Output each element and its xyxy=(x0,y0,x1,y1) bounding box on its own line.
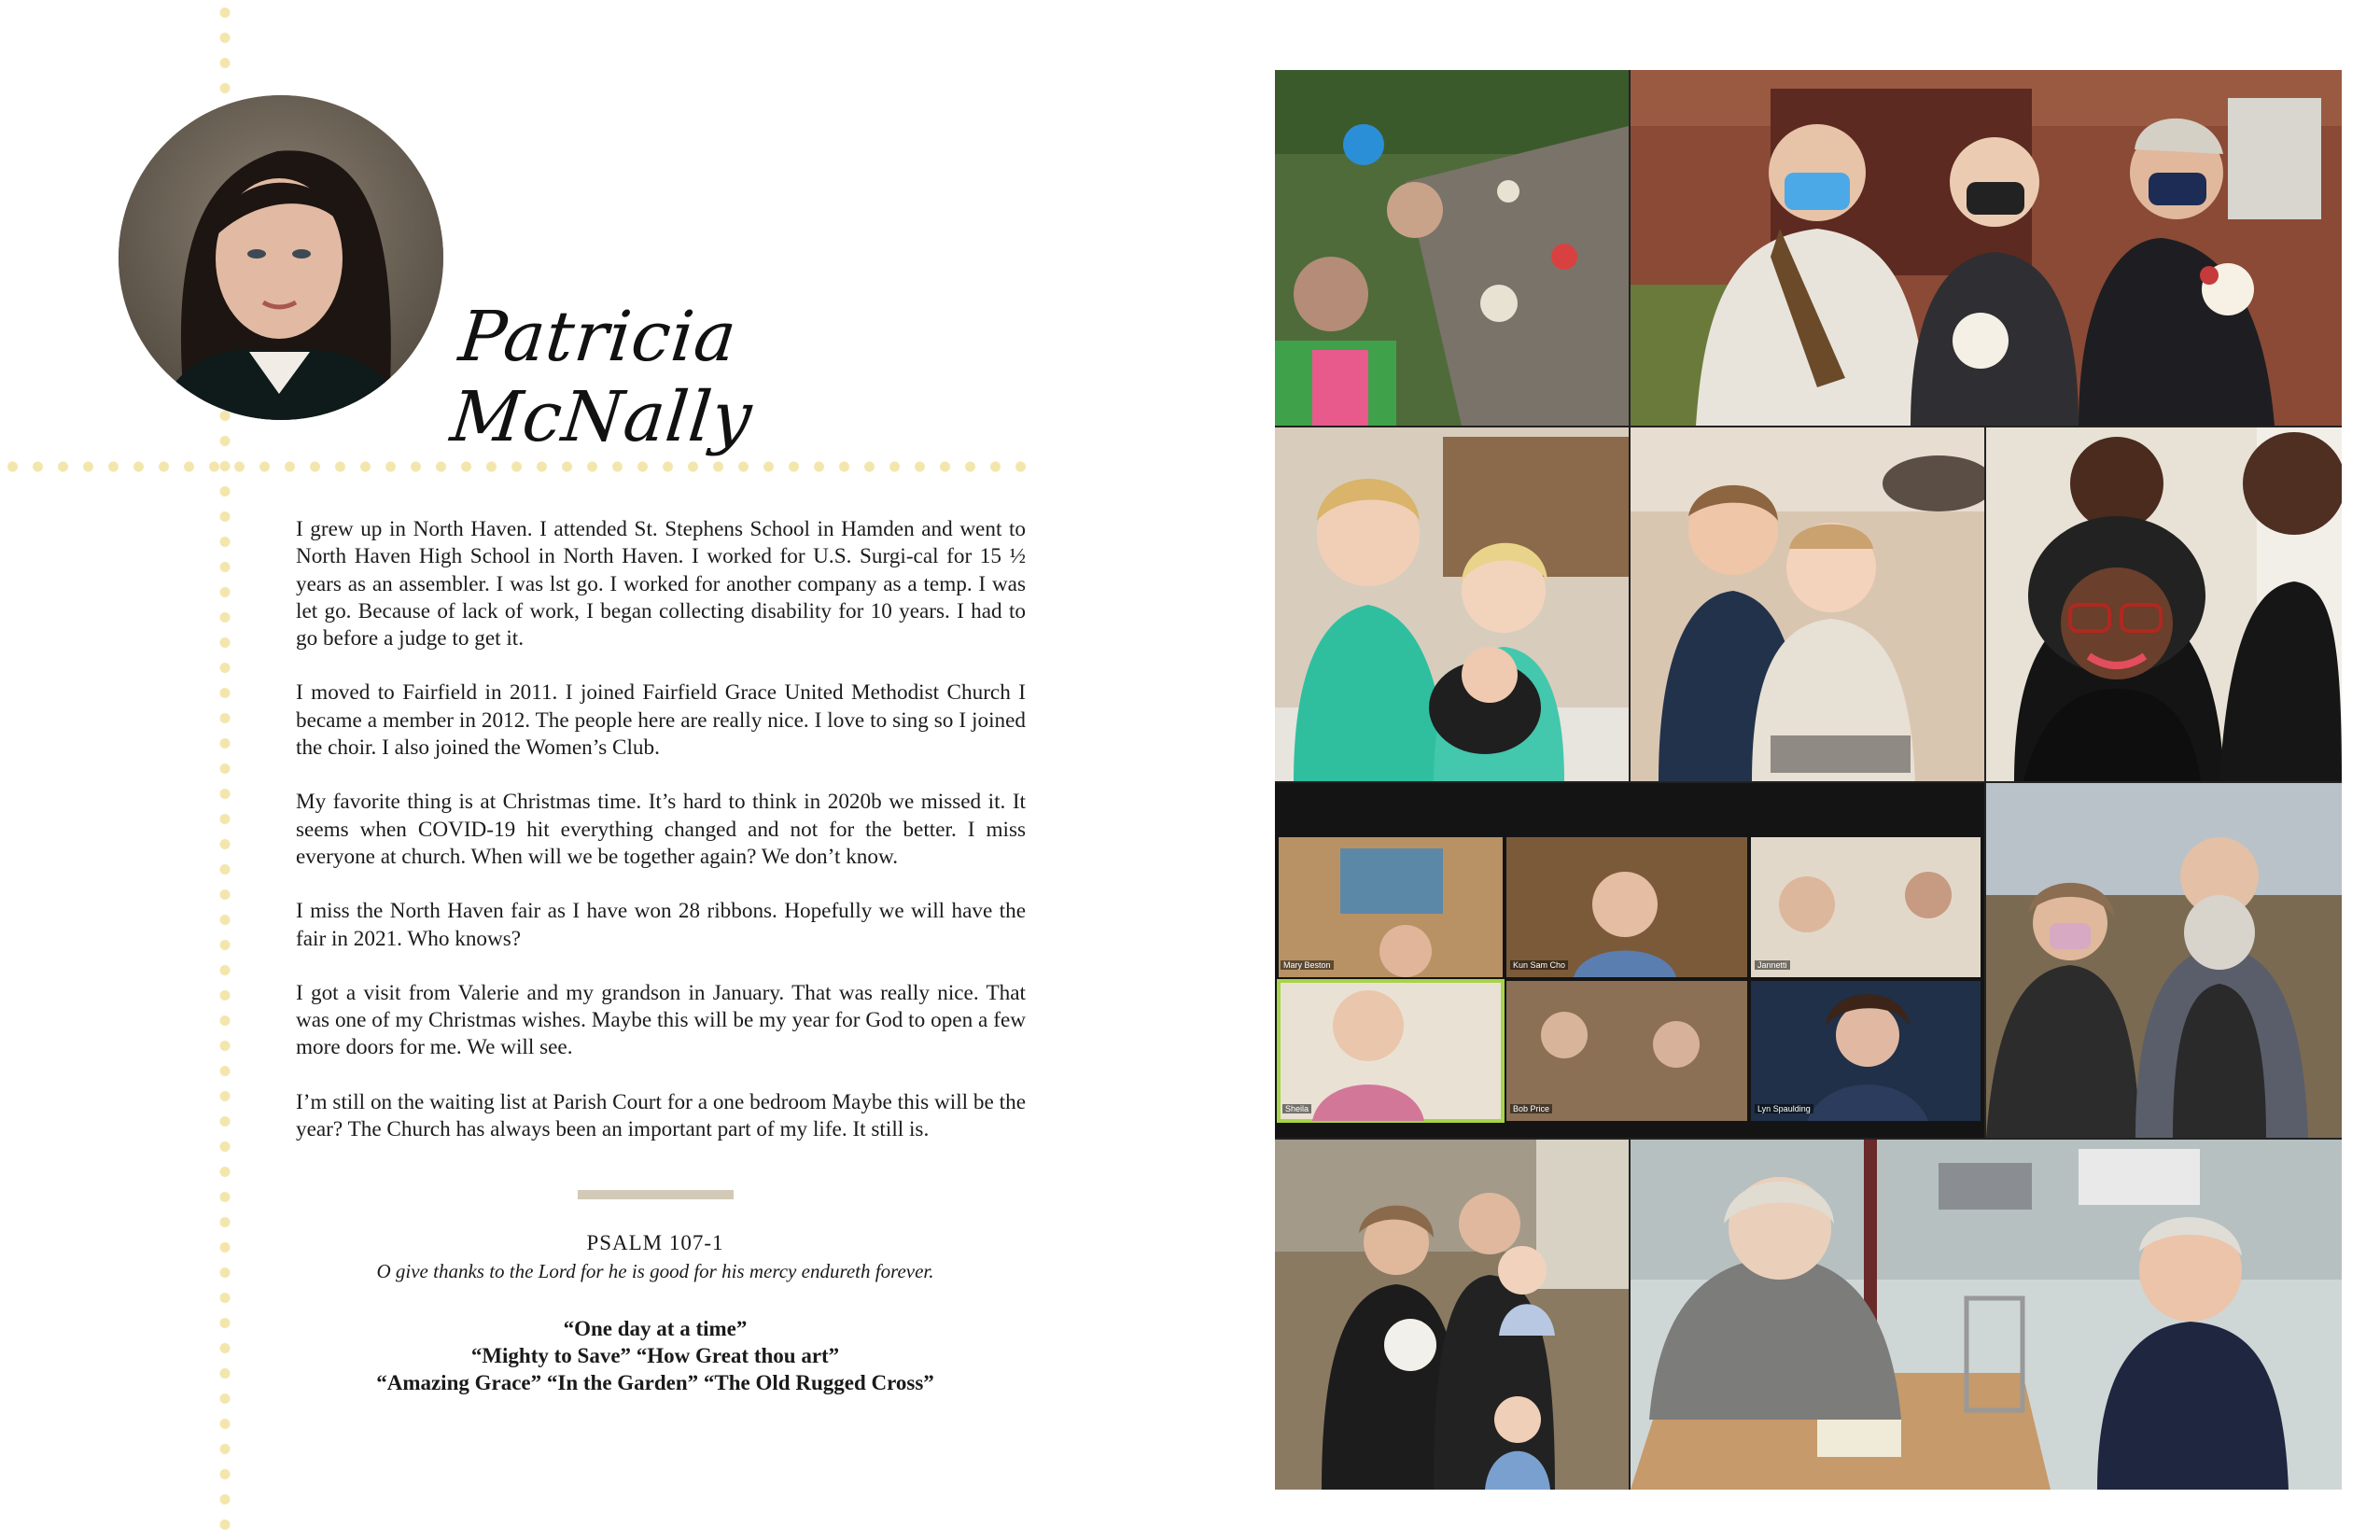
photo-picnic-table xyxy=(1275,70,1629,426)
psalm-title: PSALM 107-1 xyxy=(586,1231,724,1254)
photo-collage xyxy=(1275,70,2342,1490)
photo-boys-on-beach xyxy=(1631,427,1984,781)
photo-family-selfie xyxy=(1986,427,2342,781)
photo-three-women-masks xyxy=(1631,70,2342,426)
portrait-photo xyxy=(119,95,443,420)
photo-three-children xyxy=(1275,427,1629,781)
story-paragraph: My favorite thing is at Christmas time. It’s hard to think in 2020b we missed it. It seems when COVID-19 hit everything changed and not for the better. I miss everyone at church. When will we be together again? We don’t know. xyxy=(296,790,1026,869)
zoom-participant-name: Bob Price xyxy=(1510,1104,1552,1113)
photo-couple-outdoors xyxy=(1986,783,2342,1138)
story-paragraph: I’m still on the waiting list at Parish Court for a one bedroom Maybe this will be the year? The Church has always been an important part of my life. It still is. xyxy=(296,1089,1026,1142)
horizontal-dotted-line xyxy=(0,460,1041,473)
photo-women-at-table xyxy=(1631,1140,2342,1490)
story-paragraph: I got a visit from Valerie and my grandson in January. That was really nice. That was one of my Christmas wishes. Maybe this will be my year for God to open a few more doors for me. We will see. xyxy=(296,980,1026,1060)
person-name: Patricia McNally xyxy=(446,297,757,457)
story-paragraph: I grew up in North Haven. I attended St. Stephens School in Hamden and went to North Haven High School in North Haven. I worked for U.S. Surgi-cal for 15 ½ years as an assembler. I was lst go. I worked for another company as a temp. I was let go. Because of lack of work, I began collecting disability for 10 years. I had to go before a judge to get it. xyxy=(296,517,1026,651)
photo-zoom-call xyxy=(1275,783,1984,1138)
song-line: “One day at a time” xyxy=(563,1317,748,1340)
story-paragraph: I moved to Fairfield in 2011. I joined Fairfield Grace United Methodist Church I became a member in 2012. The people here are really nice. I love to sing so I joined the choir. I also joined the Women’s Club. xyxy=(296,680,1026,761)
zoom-participant-name: Jannetti xyxy=(1755,960,1790,970)
section-divider xyxy=(578,1190,734,1199)
zoom-participant-name: Kun Sam Cho xyxy=(1510,960,1568,970)
song-line: “Amazing Grace” “In the Garden” “The Old Rugged Cross” xyxy=(376,1371,934,1394)
zoom-participant-name: Lyn Spaulding xyxy=(1755,1104,1813,1113)
zoom-participant-name: Mary Beston xyxy=(1281,960,1334,970)
psalm-verse: O give thanks to the Lord for he is good for his mercy endureth forever. xyxy=(376,1260,934,1282)
zoom-participant-name: Sheila xyxy=(1282,1104,1311,1113)
song-line: “Mighty to Save” “How Great thou art” xyxy=(470,1344,840,1367)
story-paragraph: I miss the North Haven fair as I have won 28 ribbons. Hopefully we will have the fair in 2021. Who knows? xyxy=(296,899,1026,951)
photo-family-with-flowers xyxy=(1275,1140,1629,1490)
story-text xyxy=(296,516,1026,1170)
favorite-songs xyxy=(317,1315,993,1396)
